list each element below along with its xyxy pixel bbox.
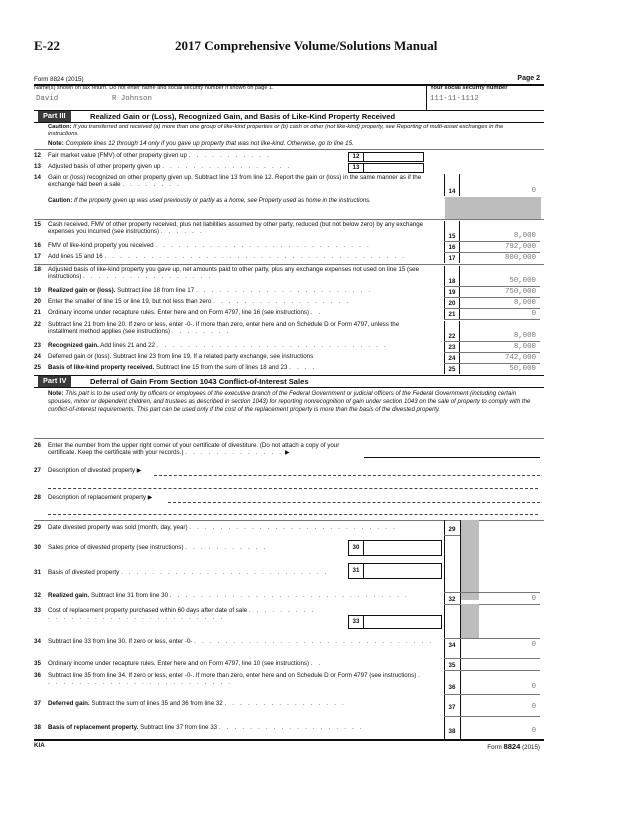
line-32-amount[interactable]: 0 (531, 595, 536, 604)
line-18-amount[interactable]: 50,000 (509, 277, 536, 286)
line-19-amount[interactable]: 750,000 (504, 288, 536, 297)
line-30: 30 Sales price of divested property (see instructions) . . . . . . . . . . . 30 (34, 544, 544, 556)
line-20-amount[interactable]: 8,000 (513, 299, 536, 308)
line-25: 25 Basis of like-kind property received. Subtract line 15 from the sum of lines 18 and 23 . . . . 25 50,000 (34, 364, 544, 374)
line-25-amount[interactable]: 50,000 (509, 365, 536, 374)
line-21-amount[interactable]: 0 (531, 310, 536, 319)
line-14-caution: Caution: If the property given up was used previously or partly as a home, see Property used as home in the instructions. (48, 198, 371, 204)
line-33: 33 Cost of replacement property purchased within 60 days after date of sale . . . . . . . . . . . . . . . . . . . . . . . . . . . . . . . . 33 (34, 607, 544, 627)
ssn-label: Your social security number (430, 85, 508, 91)
line-30-field[interactable] (364, 540, 442, 556)
first-name-field[interactable]: David (36, 95, 59, 103)
line-22-amount[interactable]: 8,000 (513, 332, 536, 341)
line-19: 19 Realized gain or (loss). Subtract line 18 from line 17 . . . . . . . . . . . . . . . . . . . . . . . 19 750,000 (34, 287, 544, 297)
line-15-amount[interactable]: 8,000 (513, 232, 536, 241)
part-3-caution: Caution: If you transferred and received (a) more than one group of like-kind properties or (b) cash or other (not like-kind) property, see Reporting of multi-asset exchanges in the instructions. (48, 124, 504, 137)
line-22: 22 Subtract line 21 from line 20. If zero or less, enter -0-. If more than zero, enter here and on Schedule D or Form 4797, unless the installment method applies (see instructions) . . . . . . . . 22 8,000 (34, 321, 544, 341)
line-26: 26 Enter the number from the upper right corner of your certificate of divestiture. (Do not attach a copy of your certificate. Keep the certificate with your records.) . . . . . . . . . . . . . ▶ (34, 442, 544, 462)
line-13-field[interactable] (364, 163, 424, 173)
line-34: 34 Subtract line 33 from line 30. If zero or less, enter -0- . . . . . . . . . . . . . . . . . . . . . . . . . . . . . . . 34 0 (34, 638, 544, 650)
line-17: 17 Add lines 15 and 16 . . . . . . . . . . . . . . . . . . . . . . . . . . . . . . . . . . . . . . . 17 800,000 (34, 253, 544, 263)
line-13: 13 Adjusted basis of other property given up . . . . . . . . . . . . . . . . . 13 (34, 163, 544, 173)
line-27-field[interactable] (154, 475, 540, 476)
part-3-tab: Part III (38, 111, 71, 122)
line-12: 12 Fair market value (FMV) of other property given up . . . . . . . . . . . 12 (34, 152, 544, 162)
line-18: 18 Adjusted basis of like-kind property you gave up, net amounts paid to other party, plus any exchange expenses not used on line 15 (see instructions) . . . . . . . . . . . . . . . . . 18 50,000 (34, 266, 544, 286)
line-17-amount[interactable]: 800,000 (504, 254, 536, 263)
line-20: 20 Enter the smaller of line 15 or line 19, but not less than zero . . . . . . . . . . . . . . . . . . 20 8,000 (34, 298, 544, 308)
form-8824-page-2 (34, 76, 544, 756)
part-4-title: Deferral of Gain From Section 1043 Conflict-of-Interest Sales (90, 377, 309, 386)
line-15: 15 Cash received, FMV of other property received, plus net liabilities assumed by other party, reduced (but not below zero) by any exchange expenses you incurred (see instructions) . . . . . . 15 8,000 (34, 221, 544, 241)
line-14-amount[interactable]: 0 (531, 187, 536, 196)
line-28-field[interactable] (168, 502, 540, 503)
line-24-amount[interactable]: 742,000 (504, 354, 536, 363)
part-4-tab: Part IV (38, 376, 71, 387)
page-label: Page 2 (517, 75, 540, 82)
line-31-field[interactable] (364, 563, 442, 579)
footer-kia: KIA (34, 742, 45, 749)
line-14-box: 14 (444, 174, 460, 196)
line-37: 37 Deferred gain. Subtract the sum of lines 35 and 36 from line 32 . . . . . . . . . . . . . . . . 37 0 (34, 700, 544, 712)
footer-form-id: Form 8824 (2015) (487, 742, 540, 751)
line-28: 28 Description of replacement property ▶ (34, 494, 544, 504)
line-32: 32 Realized gain. Subtract line 31 from line 30 . . . . . . . . . . . . . . . . . . . . . . . . . . . . . . . 32 0 (34, 592, 544, 604)
line-29: 29 Date divested property was sold (month, day, year) . . . . . . . . . . . . . . . . . . . . . . . . . . . 29 (34, 524, 456, 533)
part-3-note: Note: Complete lines 12 through 14 only if you gave up property that was not like-kind. Otherwise, go to line 15. (48, 140, 354, 147)
line-16: 16 FMV of like-kind property you received . . . . . . . . . . . . . . . . . . . . . . . . . . . . 16 792,000 (34, 242, 544, 252)
line-35-amount[interactable] (462, 660, 540, 670)
last-name-field[interactable]: R Johnson (112, 95, 152, 103)
ssn-field[interactable]: 111-11-1112 (430, 95, 479, 103)
line-31: 31 Basis of divested property . . . . . . . . . . . . . . . . . . . . . . . . . . . 31 (34, 569, 544, 581)
line-14: 14 Gain or (loss) recognized on other property given up. Subtract line 13 from line 12. Report the gain or (loss) in the same manner as if the exchange had been a sale . . . . . . . . 14 0 (34, 174, 544, 196)
line-38-amount[interactable]: 0 (531, 727, 536, 736)
line-33-field[interactable] (364, 615, 442, 629)
manual-title: 2017 Comprehensive Volume/Solutions Manual (175, 38, 438, 53)
line-27: 27 Description of divested property ▶ (34, 467, 544, 477)
line-24: 24 Deferred gain or (loss). Subtract line 23 from line 19. If a related party exchange, see instructions 24 742,000 (34, 353, 544, 363)
line-23: 23 Recognized gain. Add lines 21 and 22 . . . . . . . . . . . . . . . . . . . . . . . . . . . . . . 23 8,000 (34, 342, 544, 352)
line-23-amount[interactable]: 8,000 (513, 343, 536, 352)
line-26-field[interactable] (364, 457, 540, 458)
line-21: 21 Ordinary income under recapture rules. Enter here and on Form 4797, line 16 (see instructions) . . 21 0 (34, 309, 544, 319)
line-36: 36 Subtract line 35 from line 34. If zero or less, enter -0-. If more than zero, enter here and on Schedule D or Form 4797 (see instructions) . . . . . . . . . . . . . . . . . . . . . . . . . 36 0 (34, 672, 544, 692)
line-36-amount[interactable]: 0 (531, 683, 536, 692)
line-38: 38 Basis of replacement property. Subtract line 37 from line 33 . . . . . . . . . . . . . . . . . . . 38 0 (34, 724, 544, 736)
line-34-amount[interactable]: 0 (531, 641, 536, 650)
page-number: E-22 (34, 38, 60, 53)
form-id: Form 8824 (2015) (34, 76, 84, 83)
line-12-field[interactable] (364, 152, 424, 162)
part-3-title: Realized Gain or (Loss), Recognized Gain, and Basis of Like-Kind Property Received (90, 112, 396, 121)
names-label: Name(s) shown on tax return. Do not enter name and social security number if shown on page 1. (34, 85, 274, 91)
line-16-amount[interactable]: 792,000 (504, 243, 536, 252)
line-35: 35 Ordinary income under recapture rules. Enter here and on Form 4797, line 10 (see instructions) . . 35 (34, 660, 544, 670)
line-37-amount[interactable]: 0 (531, 703, 536, 712)
part-4-note: Note: This part is to be used only by officers or employees of the executive branch of the Federal Government or judicial officers of the Federal Government (including certain spouses, minor or dependent children, and trustees as described in section 1043) for reporting nonrecognition of gain under section 1043 on the sale of property to comply with the conflict-of-interest requirements. This part can be used only if the cost of the replacement property is more than the basis of the divested property. (48, 390, 531, 413)
